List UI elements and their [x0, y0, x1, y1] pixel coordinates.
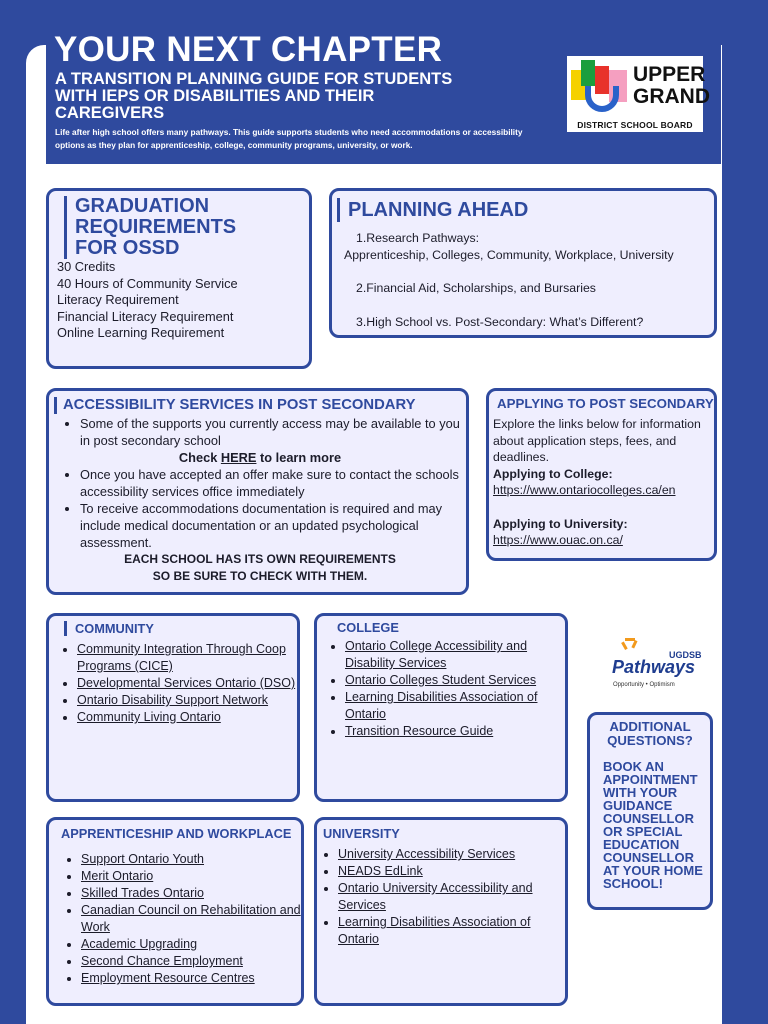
college-box	[314, 613, 568, 802]
apprenticeship-link[interactable]: Skilled Trades Ontario	[81, 886, 204, 900]
apprenticeship-link[interactable]: Academic Upgrading	[81, 937, 198, 951]
community-link[interactable]: Community Living Ontario	[77, 710, 221, 724]
accessibility-services-box	[46, 388, 469, 595]
list-item	[81, 868, 306, 885]
university-label: Applying to University:	[493, 516, 628, 531]
community-links	[57, 641, 297, 726]
apprenticeship-links	[61, 851, 306, 987]
logo-line3: DISTRICT SCHOOL BOARD	[577, 120, 693, 130]
list-item	[345, 723, 570, 740]
step-text: Research Pathways:	[366, 231, 480, 245]
list-item	[77, 692, 297, 709]
graduation-item: Literacy Requirement	[57, 292, 179, 308]
list-item	[338, 863, 563, 880]
planning-step	[344, 280, 714, 297]
list-item	[77, 641, 297, 675]
university-link[interactable]: Learning Disabilities Association of Ontario	[338, 915, 531, 946]
planning-step	[344, 314, 714, 331]
here-link[interactable]: HERE	[220, 450, 257, 465]
list-item	[77, 675, 297, 692]
graduation-title: GRADUATION REQUIREMENTS FOR OSSD	[64, 196, 275, 259]
university-title: UNIVERSITY	[323, 826, 400, 841]
graduation-requirements-box	[46, 188, 312, 369]
university-link[interactable]: NEADS EdLink	[338, 864, 423, 878]
community-link[interactable]: Ontario Disability Support Network	[77, 693, 269, 707]
list-item	[338, 880, 563, 914]
ouac-link[interactable]: https://www.ouac.on.ca/	[493, 533, 623, 548]
apprenticeship-workplace-box	[46, 817, 304, 1006]
graduation-item: Online Learning Requirement	[57, 325, 225, 341]
apprenticeship-link[interactable]: Second Chance Employment	[81, 954, 243, 968]
college-links	[325, 638, 570, 740]
step-number: 1.	[356, 231, 367, 245]
page-subtitle: A TRANSITION PLANNING GUIDE FOR STUDENTS WITH IEPS OR DISABILITIES AND THEIR CAREGIVERS	[55, 70, 453, 122]
list-item	[81, 885, 306, 902]
college-link[interactable]: Transition Resource Guide	[345, 724, 494, 738]
requirements-note-1: EACH SCHOOL HAS ITS OWN REQUIREMENTS	[124, 552, 396, 566]
apprenticeship-link[interactable]: Canadian Council on Rehabilitation and Work	[81, 903, 301, 934]
list-item	[345, 672, 570, 689]
pathways-logo	[611, 638, 702, 690]
apprenticeship-link[interactable]: Employment Resource Centres	[81, 971, 255, 985]
list-item	[81, 902, 306, 936]
step-number: 3.	[356, 314, 367, 329]
university-box	[314, 817, 568, 1006]
college-label: Applying to College:	[493, 466, 613, 481]
page-intro: Life after high school offers many pathways. This guide supports students who need accommodations or accessibility options as they plan for apprenticeship, college, community programs, university, or work.	[55, 127, 523, 150]
list-item: • Some of the supports you currently access may be available to you in post secondary school	[80, 415, 460, 449]
apprenticeship-link[interactable]: Support Ontario Youth	[81, 852, 205, 866]
college-link[interactable]: Learning Disabilities Association of Ontario	[345, 690, 538, 721]
apprenticeship-title: APPRENTICESHIP AND WORKPLACE	[61, 826, 292, 841]
college-title: COLLEGE	[337, 620, 399, 635]
check-here-line: Check HERE to learn more	[178, 450, 342, 465]
graduation-list	[57, 259, 238, 342]
community-title: COMMUNITY	[64, 621, 154, 636]
community-link[interactable]: Developmental Services Ontario (DSO)	[77, 676, 296, 690]
accessibility-title: ACCESSIBILITY SERVICES IN POST SECONDARY	[54, 397, 415, 414]
step-text: High School vs. Post-Secondary: What’s Different?	[366, 314, 644, 329]
step-number: 2.	[356, 281, 367, 295]
requirements-note-2: SO BE SURE TO CHECK WITH THEM.	[152, 569, 368, 583]
pathways-logo-top: UGDSB	[669, 650, 702, 660]
graduation-item: Financial Literacy Requirement	[57, 308, 234, 324]
community-box	[46, 613, 300, 802]
community-link[interactable]: Community Integration Through Coop Programs (CICE)	[77, 642, 286, 673]
list-item	[81, 851, 306, 868]
logo-line1: UPPER	[633, 63, 706, 86]
step-detail: Apprenticeship, Colleges, Community, Workplace, University	[344, 247, 674, 262]
page-title: YOUR NEXT CHAPTER	[54, 30, 443, 69]
graduation-item: 30 Credits	[57, 259, 116, 274]
university-link[interactable]: University Accessibility Services	[338, 847, 516, 861]
list-item	[338, 846, 563, 863]
questions-body: BOOK AN APPOINTMENT WITH YOUR GUIDANCE COUNSELLOR OR SPECIAL EDUCATION COUNSELLOR AT YOUR HOME SCHOOL!	[603, 759, 703, 891]
graduation-item: 40 Hours of Community Service	[57, 275, 238, 291]
college-link[interactable]: Ontario Colleges Student Services	[345, 673, 537, 687]
logo-mark	[571, 60, 631, 116]
accessibility-list	[60, 415, 460, 449]
pathways-logo-tagline: Opportunity • Optimism	[613, 682, 675, 688]
list-item	[77, 709, 297, 726]
pathways-logo-main: Pathways	[612, 657, 696, 677]
list-item	[81, 953, 306, 970]
planning-steps	[344, 230, 714, 347]
step-text: Financial Aid, Scholarships, and Bursaries	[366, 281, 596, 295]
ontario-colleges-link[interactable]: https://www.ontariocolleges.ca/en	[493, 483, 676, 498]
list-item	[338, 914, 563, 948]
applying-intro: Explore the links below for information about application steps, fees, and deadlines.	[493, 417, 701, 465]
applying-box	[486, 388, 717, 561]
university-links	[318, 846, 563, 948]
questions-title: ADDITIONAL QUESTIONS?	[607, 719, 693, 748]
list-item	[81, 970, 306, 987]
list-item: • To receive accommodations documentation is required and may include medical documentation or an updated psychological assessment.	[80, 500, 460, 551]
list-item	[345, 638, 570, 672]
list-item: • Once you have accepted an offer make sure to contact the schools accessibility services office immediately	[80, 466, 460, 500]
additional-questions-box	[587, 712, 713, 910]
logo-line2: GRAND	[633, 85, 710, 108]
list-item	[81, 936, 306, 953]
list-item	[345, 689, 570, 723]
university-link[interactable]: Ontario University Accessibility and Services	[338, 881, 533, 912]
planning-step	[344, 230, 714, 263]
planning-ahead-box	[329, 188, 717, 338]
apprenticeship-link[interactable]: Merit Ontario	[81, 869, 154, 883]
planning-title: PLANNING AHEAD	[337, 198, 528, 222]
applying-title: APPLYING TO POST SECONDARY	[497, 396, 714, 411]
ugdsb-logo	[567, 56, 710, 132]
college-link[interactable]: Ontario College Accessibility and Disability Services	[345, 639, 528, 670]
